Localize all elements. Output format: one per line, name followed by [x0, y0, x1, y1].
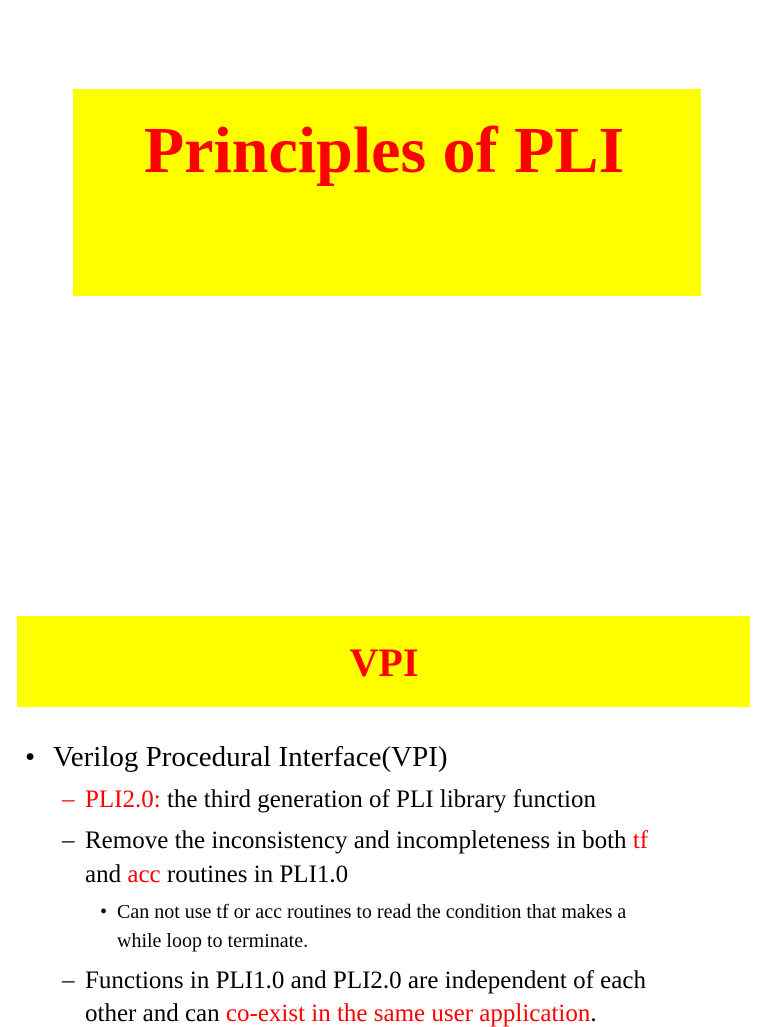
other-text: other and can: [85, 1000, 226, 1027]
pli2-label: PLI2.0:: [85, 786, 161, 813]
sub-bullet-functions-cont: [85, 1001, 597, 1026]
and-text: and: [85, 861, 128, 888]
sub-bullet-pli2: [85, 787, 596, 812]
dash-marker: –: [62, 967, 75, 994]
remove-text: Remove the inconsistency and incompleteness in both: [85, 827, 633, 854]
pli2-text: the third generation of PLI library function: [160, 786, 596, 813]
dash-marker: –: [62, 786, 75, 813]
coexist-text: co-exist in the same user application: [225, 1000, 591, 1027]
period-text: .: [590, 1000, 597, 1027]
note-line-2: while loop to terminate.: [117, 930, 309, 952]
routines-text: routines in PLI1.0: [160, 861, 349, 888]
bullet-marker: •: [25, 741, 36, 773]
tf-term: tf: [632, 827, 649, 854]
bullet-vpi: Verilog Procedural Interface(VPI): [53, 741, 448, 773]
sub-bullet-functions: Functions in PLI1.0 and PLI2.0 are independent of each: [85, 967, 646, 994]
sub-bullet-remove: [85, 828, 648, 853]
dash-marker: –: [62, 827, 75, 854]
note-marker: •: [100, 901, 108, 923]
acc-term: acc: [127, 861, 161, 888]
sub-bullet-remove-cont: [85, 862, 348, 887]
vpi-heading: VPI: [349, 640, 419, 685]
slide-title: Principles of PLI: [143, 114, 625, 187]
note-line-1: Can not use tf or acc routines to read the condition that makes a: [117, 901, 627, 923]
